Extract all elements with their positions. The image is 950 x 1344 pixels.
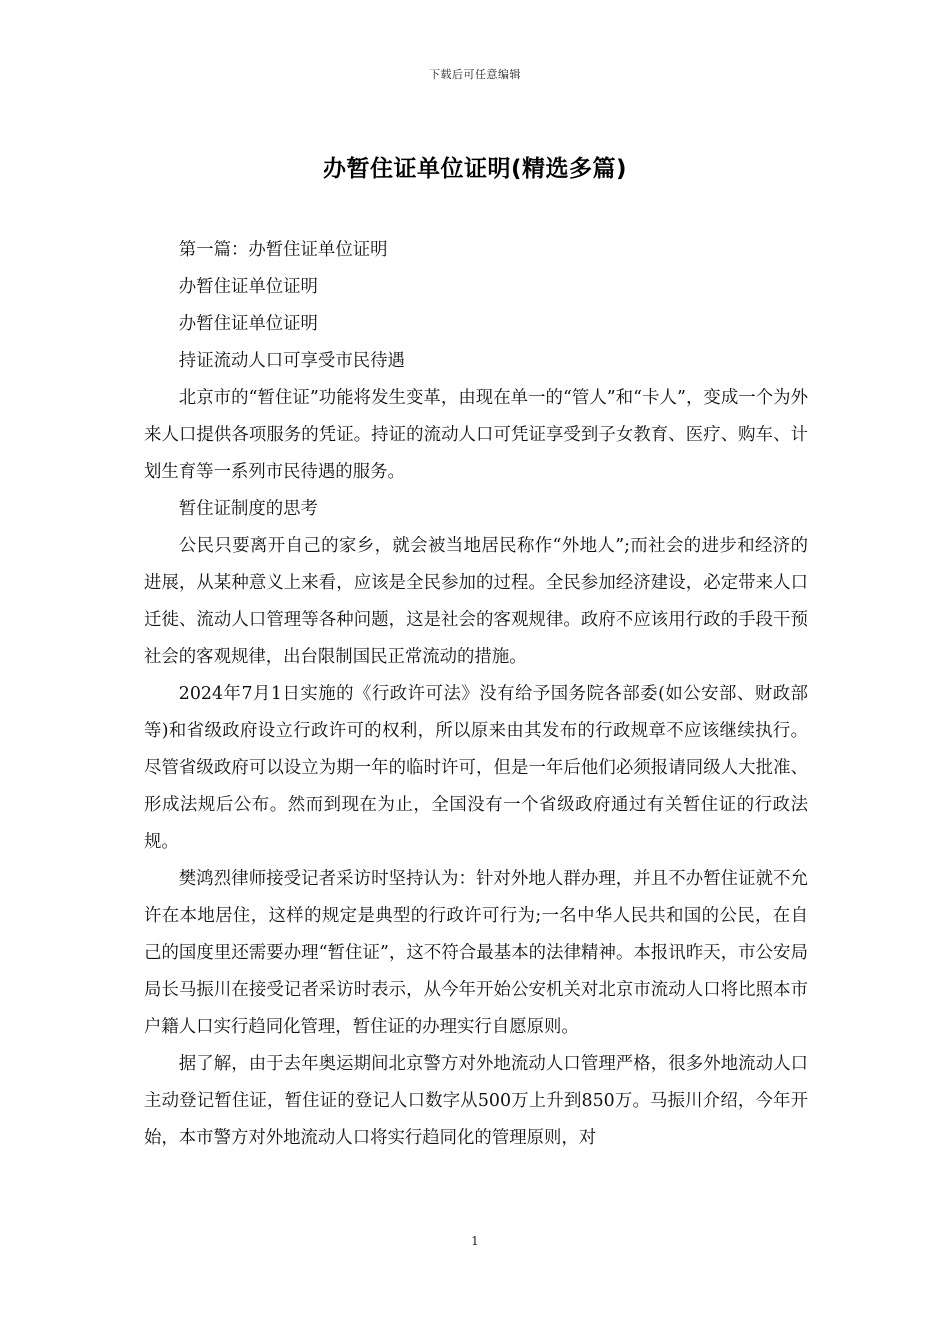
paragraph-body: 2024年7月1日实施的《行政许可法》没有给予国务院各部委(如公安部、财政部等)和省级政府设立行政许可的权利，所以原来由其发布的行政规章不应该继续执行。尽管省级政府可以设立为期一年的临时许可，但是一年后他们必须报请同级人大批准、形成法规后公布。然而到现在为止，全国没有一个省级政府通过有关暂住证的行政法规。	[144, 684, 808, 852]
paragraph-headline: 持证流动人口可享受市民待遇	[178, 351, 405, 371]
page-number: 1	[471, 1234, 479, 1248]
paragraph-section-heading: 第一篇：办暂住证单位证明	[178, 240, 388, 260]
paragraph-body: 北京市的“暂住证”功能将发生变革，由现在单一的“管人”和“卡人”，变成一个为外来人口提供各项服务的凭证。持证的流动人口可凭证享受到子女教育、医疗、购车、计划生育等一系列市民待遇的服务。	[144, 388, 808, 482]
document-body	[144, 232, 808, 1157]
document-title: 办暂住证单位证明(精选多篇)	[322, 156, 628, 182]
header-note: 下载后可任意编辑	[429, 68, 521, 81]
paragraph-subtitle: 办暂住证单位证明	[178, 277, 318, 297]
paragraph-body: 据了解，由于去年奥运期间北京警方对外地流动人口管理严格，很多外地流动人口主动登记暂住证，暂住证的登记人口数字从500万上升到850万。马振川介绍，今年开始，本市警方对外地流动人口将实行趋同化的管理原则，对	[144, 1054, 808, 1148]
paragraph-subtitle-repeat: 办暂住证单位证明	[178, 314, 318, 334]
paragraph-subheading: 暂住证制度的思考	[178, 499, 318, 519]
paragraph-body: 樊鸿烈律师接受记者采访时坚持认为：针对外地人群办理，并且不办暂住证就不允许在本地居住，这样的规定是典型的行政许可行为;一名中华人民共和国的公民，在自己的国度里还需要办理“暂住证”，这不符合最基本的法律精神。本报讯昨天，市公安局局长马振川在接受记者采访时表示，从今年开始公安机关对北京市流动人口将比照本市户籍人口实行趋同化管理，暂住证的办理实行自愿原则。	[144, 869, 808, 1037]
paragraph-body: 公民只要离开自己的家乡，就会被当地居民称作“外地人”;而社会的进步和经济的进展，从某种意义上来看，应该是全民参加的过程。全民参加经济建设，必定带来人口迁徙、流动人口管理等各种问题，这是社会的客观规律。政府不应该用行政的手段干预社会的客观规律，出台限制国民正常流动的措施。	[144, 536, 808, 667]
